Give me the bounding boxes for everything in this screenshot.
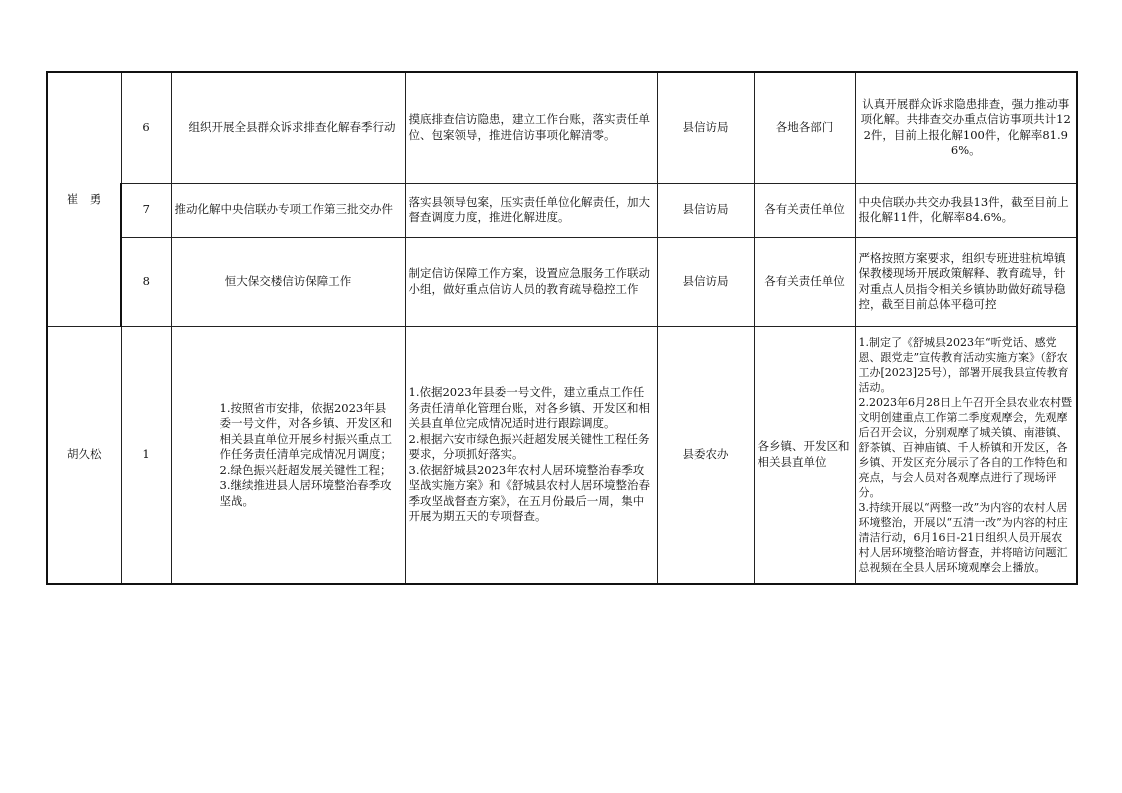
item-number-cell: 1 (121, 326, 171, 584)
task-cell: 组织开展全县群众诉求排查化解春季行动 (171, 72, 405, 183)
table-row (47, 72, 1077, 183)
item-number-cell: 8 (121, 237, 171, 326)
lead-unit-cell: 县信访局 (657, 183, 754, 237)
cooperating-unit-cell: 各乡镇、开发区和相关县直单位 (754, 326, 855, 584)
measures-cell: 落实县领导包案，压实责任单位化解责任，加大督查调度力度，推进化解进度。 (405, 183, 657, 237)
table-row (47, 237, 1077, 326)
cooperating-unit-cell: 各有关责任单位 (754, 237, 855, 326)
progress-cell: 1.制定了《舒城县2023年“听党话、感党恩、跟党走”宣传教育活动实施方案》（舒农工办[2023]25号），部署开展我县宣传教育活动。 2.2023年6月28日上午召开全县农业农村暨文明创建重点工作第二季度观摩会，先观摩后召开会议，分别观摩了城关镇、南港镇、舒茶镇、百神庙镇、千人桥镇和开发区，各乡镇、开发区充分展示了各自的工作特色和亮点，与会人员对各观摩点进行了现场评分。 3.持续开展以“两整一改”为内容的农村人居环境整治，开展以“五清一改”为内容的村庄清洁行动，6月16日-21日组织人员开展农村人居环境整治暗访督查，并将暗访问题汇总视频在全县人居环境观摩会上播放。 (855, 326, 1077, 584)
cooperating-unit-cell: 各有关责任单位 (754, 183, 855, 237)
task-cell: 1.按照省市安排，依据2023年县委一号文件，对各乡镇、开发区和相关县直单位开展乡村振兴重点工作任务责任清单完成情况月调度； 2.绿色振兴赶超发展关键性工程； 3.继续推进县人居环境整治春季攻坚战。 (171, 326, 405, 584)
task-cell: 恒大保交楼信访保障工作 (171, 237, 405, 326)
cooperating-unit-cell: 各地各部门 (754, 72, 855, 183)
lead-unit-cell: 县委农办 (657, 326, 754, 584)
measures-cell: 制定信访保障工作方案，设置应急服务工作联动小组，做好重点信访人员的教育疏导稳控工作 (405, 237, 657, 326)
progress-cell: 认真开展群众诉求隐患排查，强力推动事项化解。共排查交办重点信访事项共计122件，目前上报化解100件，化解率81.96%。 (855, 72, 1077, 183)
item-number-cell: 6 (121, 72, 171, 183)
progress-cell: 中央信联办共交办我县13件，截至目前上报化解11件，化解率84.6%。 (855, 183, 1077, 237)
lead-unit-cell: 县信访局 (657, 72, 754, 183)
responsible-person-cell: 胡久松 (47, 326, 121, 584)
measures-cell: 摸底排查信访隐患，建立工作台账，落实责任单位、包案领导，推进信访事项化解清零。 (405, 72, 657, 183)
task-cell: 推动化解中央信联办专项工作第三批交办件 (171, 183, 405, 237)
lead-unit-cell: 县信访局 (657, 237, 754, 326)
table-row (47, 183, 1077, 237)
work-progress-table (46, 71, 1078, 585)
responsible-person-cell: 崔 勇 (47, 72, 121, 326)
item-number-cell: 7 (121, 183, 171, 237)
progress-cell: 严格按照方案要求，组织专班进驻杭埠镇保教楼现场开展政策解释、教育疏导，针对重点人员指令相关乡镇协助做好疏导稳控，截至目前总体平稳可控 (855, 237, 1077, 326)
table-row (47, 326, 1077, 584)
measures-cell: 1.依据2023年县委一号文件，建立重点工作任务责任清单化管理台账，对各乡镇、开发区和相关县直单位完成情况适时进行跟踪调度。 2.根据六安市绿色振兴赶超发展关键性工程任务要求，分项抓好落实。 3.依据舒城县2023年农村人居环境整治春季攻坚战实施方案》和《舒城县农村人居环境整治春季攻坚战督查方案》，在五月份最后一周，集中开展为期五天的专项督查。 (405, 326, 657, 584)
